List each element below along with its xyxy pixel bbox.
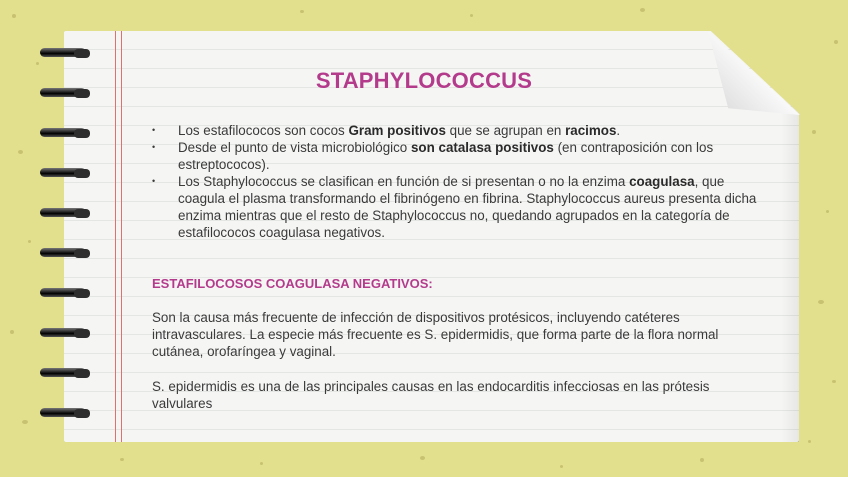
- bullet-icon: •: [152, 125, 156, 135]
- speck: [470, 14, 473, 17]
- section-heading: ESTAFILOCOSOS COAGULASA NEGATIVOS:: [152, 276, 433, 291]
- paragraph: Son la causa más frecuente de infección de dispositivos protésicos, incluyendo catéteres intravasculares. La especie más frecuente es S. epidermidis, que forma parte de la flora normal cutánea, orofaríngea y vaginal.: [152, 310, 719, 359]
- speck: [640, 8, 645, 12]
- speck: [420, 456, 425, 460]
- list-item: • Los Staphylococcus se clasifican en función de si presentan o no la enzima coagulasa, que coagula el plasma transformando el fibrinógeno en fibrina. Staphylococcus aureus presenta dicha enzima mientras que el resto de Staphylococcus no, quedando agrupados en la categoría de estafilococos coagulasa negativos.: [152, 174, 757, 240]
- spiral-ring: [40, 286, 92, 302]
- slide-title: STAPHYLOCOCCUS: [315, 68, 533, 93]
- speck: [28, 240, 31, 243]
- spiral-ring: [40, 246, 92, 262]
- speck: [812, 130, 816, 134]
- speck: [18, 150, 23, 154]
- speck: [10, 330, 14, 334]
- spiral-ring: [40, 126, 92, 142]
- list-item: • Desde el punto de vista microbiológico son catalasa positivos (en contraposición con los estreptococos).: [152, 140, 714, 172]
- paragraph: S. epidermidis es una de las principales causas en las endocarditis infecciosas en las prótesis valvulares: [152, 379, 710, 411]
- spiral-ring: [40, 206, 92, 222]
- speck: [832, 380, 836, 383]
- spiral-ring: [40, 406, 92, 422]
- speck: [120, 458, 124, 461]
- speck: [36, 62, 39, 65]
- speck: [560, 465, 563, 468]
- spiral-ring: [40, 326, 92, 342]
- list-item: • Los estafilococos son cocos Gram positivos que se agrupan en racimos.: [152, 123, 621, 138]
- speck: [22, 420, 28, 424]
- spiral-ring: [40, 166, 92, 182]
- bullet-icon: •: [152, 142, 156, 152]
- speck: [260, 462, 263, 465]
- spiral-ring: [40, 366, 92, 382]
- speck: [826, 210, 829, 213]
- speck: [12, 14, 16, 18]
- speck: [834, 40, 838, 44]
- speck: [700, 458, 704, 462]
- speck: [818, 300, 824, 304]
- bullet-list: [150, 122, 760, 241]
- bullet-icon: •: [152, 176, 156, 186]
- spiral-ring: [40, 46, 92, 62]
- speck: [808, 440, 811, 443]
- speck: [300, 10, 304, 13]
